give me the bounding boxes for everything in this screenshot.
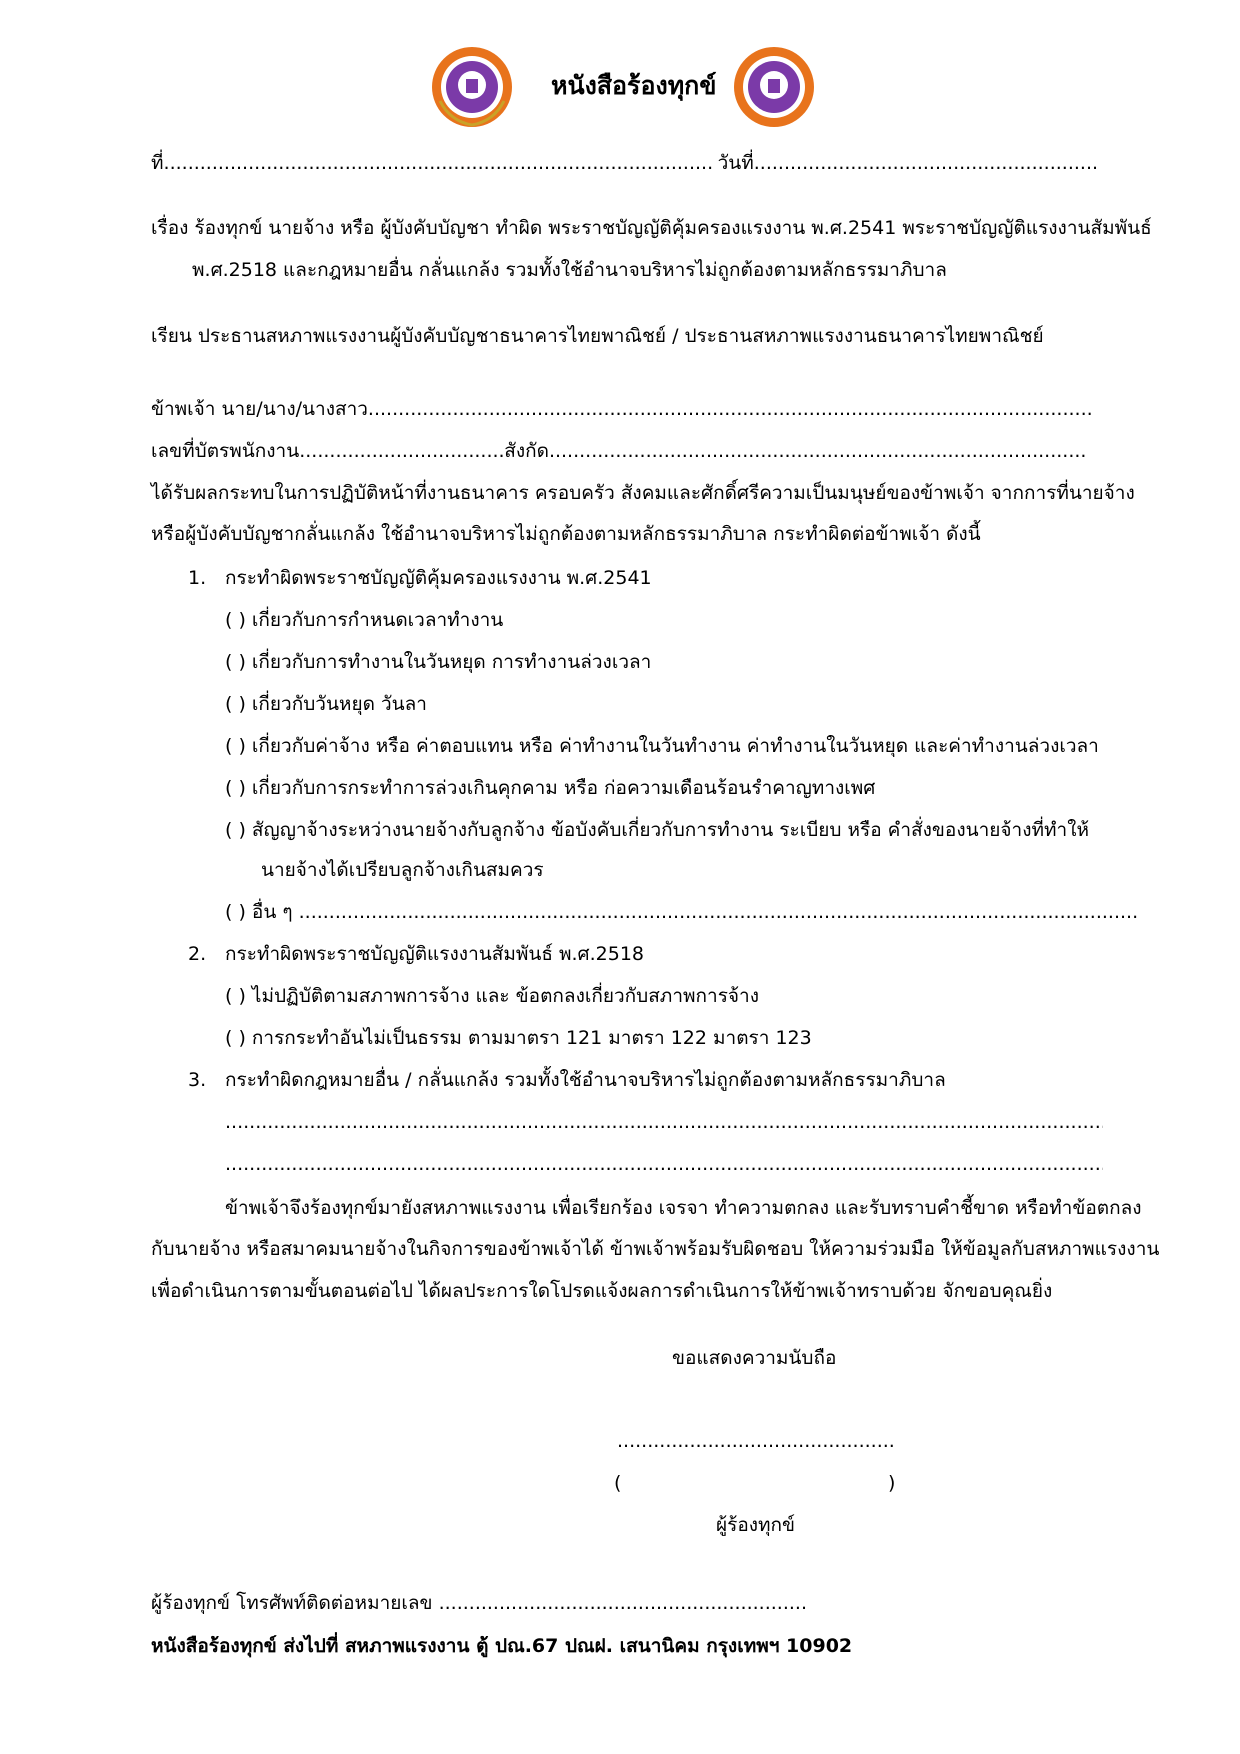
footer-address: หนังสือร้องทุกข์ ส่งไปที่ สหภาพแรงงาน ตู้ ปณ.67 ปณฝ. เสนานิคม กรุงเทพฯ 10902 [151,1635,853,1657]
section-3-blank-2[interactable] [225,1151,1103,1177]
addressee: เรียน ประธานสหภาพแรงงานผู้บังคับบัญชาธนาคารไทยพาณิชย์ / ประธานสหภาพแรงงานธนาคารไทยพาณิชย์ [151,325,1044,347]
other-line [225,899,1139,925]
section-1-title: กระทำผิดพระราชบัญญัติคุ้มครองแรงงาน พ.ศ.2541 [225,567,652,589]
signature-paren-open: ( [614,1472,622,1494]
closing-line-2: กับนายจ้าง หรือสมาคมนายจ้างในกิจการของข้าพเจ้าได้ ข้าพเจ้าพร้อมรับผิดชอบ ให้ความร่วมมือ ให้ข้อมูลกับสหภาพแรงงาน [151,1238,1160,1260]
checkbox-item[interactable]: ( ) เกี่ยวกับการทำงานในวันหยุด การทำงานล่วงเวลา [225,651,652,673]
union-logo-right [732,45,816,129]
checkbox-other[interactable]: ( ) อื่น ๆ [225,901,293,923]
signature-paren-close: ) [888,1472,896,1494]
signature-line [617,1428,895,1454]
employee-id-blank[interactable] [299,438,504,464]
section-3-blank-line [225,1109,1103,1135]
checkbox-item[interactable]: ( ) เกี่ยวกับค่าจ้าง หรือ ค่าตอบแทน หรือ ค่าทำงานในวันทำงาน ค่าทำงานในวันหยุด และค่าทำงานล่วงเวลา [225,735,1099,757]
checkbox-item[interactable]: ( ) การกระทำอันไม่เป็นธรรม ตามมาตรา 121 มาตรา 122 มาตรา 123 [225,1027,812,1049]
subject-line-2: พ.ศ.2518 และกฎหมายอื่น กลั่นแกล้ง รวมทั้งใช้อำนาจบริหารไม่ถูกต้องตามหลักธรรมาภิบาล [192,259,947,281]
signature-role: ผู้ร้องทุกข์ [716,1514,796,1536]
section-2-number: 2. [188,943,207,965]
closing-line-3: เพื่อดำเนินการตามขั้นตอนต่อไป ได้ผลประการใดโปรดแจ้งผลการดำเนินการให้ข้าพเจ้าทราบด้วย จักขอบคุณยิ่ง [151,1280,1053,1302]
union-logo-left [430,45,514,129]
section-2-title: กระทำผิดพระราชบัญญัติแรงงานสัมพันธ์ พ.ศ.2518 [225,943,645,965]
intro-line-1: ได้รับผลกระทบในการปฏิบัติหน้าที่งานธนาคาร ครอบครัว สังคมและศักดิ์ศรีความเป็นมนุษย์ของข้าพเจ้า จากการที่นายจ้าง [151,482,1135,504]
checkbox-item[interactable]: ( ) เกี่ยวกับการกำหนดเวลาทำงาน [225,609,504,631]
employee-id-label: เลขที่บัตรพนักงาน [151,440,300,462]
document-title: หนังสือร้องทุกข์ [551,71,717,100]
section-3-title: กระทำผิดกฎหมายอื่น / กลั่นแกล้ง รวมทั้งใช้อำนาจบริหารไม่ถูกต้องตามหลักธรรมาภิบาล [225,1069,946,1091]
section-1-number: 1. [188,567,207,589]
department-blank[interactable] [549,438,1087,464]
checkbox-item-continuation: นายจ้างได้เปรียบลูกจ้างเกินสมควร [261,859,544,881]
subject-line-1: เรื่อง ร้องทุกข์ นายจ้าง หรือ ผู้บังคับบัญชา ทำผิด พระราชบัญญัติคุ้มครองแรงงาน พ.ศ.2541 พระราชบัญญัติแรงงานสัมพันธ์ [151,217,1152,239]
signature-blank[interactable] [617,1428,895,1454]
checkbox-item[interactable]: ( ) เกี่ยวกับวันหยุด วันลา [225,693,427,715]
checkbox-item[interactable]: ( ) เกี่ยวกับการกระทำการล่วงเกินคุกคาม หรือ ก่อความเดือนร้อนรำคาญทางเพศ [225,777,876,799]
phone-blank[interactable] [439,1590,805,1616]
respect-closing: ขอแสดงความนับถือ [672,1347,837,1369]
name-label: ข้าพเจ้า นาย/นาง/นางสาว [151,398,368,420]
intro-line-2: หรือผู้บังคับบัญชากลั่นแกล้ง ใช้อำนาจบริหารไม่ถูกต้องตามหลักธรรมาภิบาล กระทำผิดต่อข้าพเจ้า ดังนี้ [151,523,981,545]
section-3-number: 3. [188,1069,207,1091]
ref-date-line [151,150,1099,176]
id-dept-line [151,438,1087,464]
phone-label: ผู้ร้องทุกข์ โทรศัพท์ติดต่อหมายเลข [151,1592,433,1614]
closing-line-1: ข้าพเจ้าจึงร้องทุกข์มายังสหภาพแรงงาน เพื่อเรียกร้อง เจรจา ทำความตกลง และรับทราบคำชี้ขาด หรือทำข้อตกลง [225,1197,1142,1219]
name-blank[interactable] [368,396,1094,422]
ref-label: ที่ [151,152,164,174]
date-blank[interactable] [754,150,1099,176]
checkbox-item[interactable]: ( ) ไม่ปฏิบัติตามสภาพการจ้าง และ ข้อตกลงเกี่ยวกับสภาพการจ้าง [225,985,759,1007]
checkbox-item[interactable]: ( ) สัญญาจ้างระหว่างนายจ้างกับลูกจ้าง ข้อบังคับเกี่ยวกับการทำงาน ระเบียบ หรือ คำสั่งของนายจ้างที่ทำให้ [225,819,1089,841]
section-3-blank-line [225,1151,1103,1177]
date-label: วันที่ [717,152,754,174]
phone-line [151,1590,805,1616]
name-line [151,396,1094,422]
department-label: สังกัด [504,440,549,462]
ref-blank[interactable] [164,150,712,176]
other-blank[interactable] [299,899,1139,925]
section-3-blank-1[interactable] [225,1109,1103,1135]
